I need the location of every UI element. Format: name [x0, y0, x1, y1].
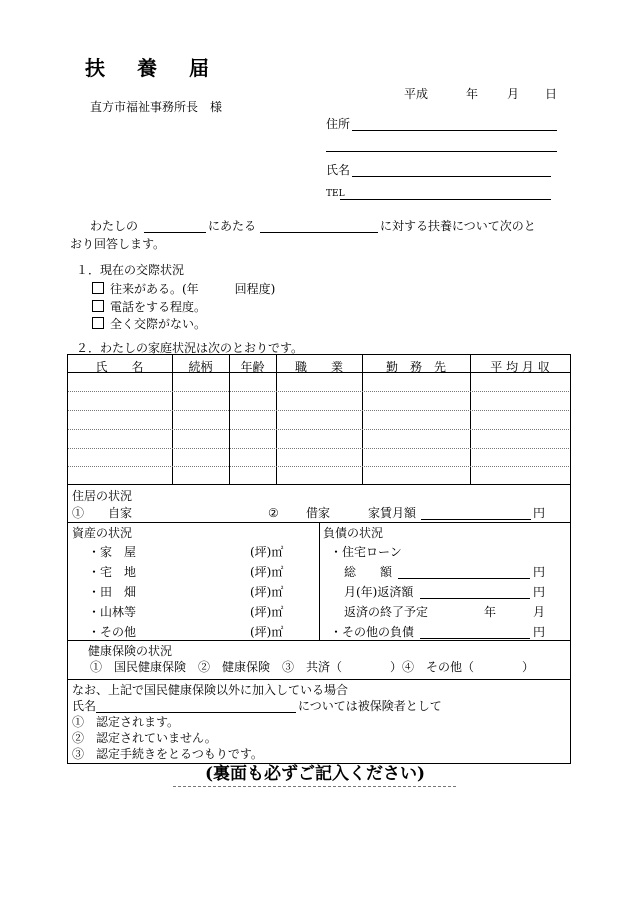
debt-other-label: ・その他の負債: [330, 625, 415, 639]
asset-land: ・宅 地: [88, 565, 137, 579]
rent-yen: 円: [533, 506, 546, 520]
housing-rent-number[interactable]: ②: [268, 506, 279, 520]
insured-name-suffix: については被保険者として: [298, 699, 442, 713]
table-row[interactable]: [68, 391, 569, 392]
section1-heading: １．現在の交際状況: [76, 263, 185, 277]
unit-other: (坪)㎡: [250, 625, 284, 639]
debt-other-yen: 円: [533, 625, 546, 639]
tel-label: TEL: [326, 189, 345, 199]
insurance-note: なお、上記で国民健康保険以外に加入している場合: [72, 683, 349, 697]
option-none[interactable]: 全く交際がない。: [92, 317, 206, 330]
date-day: 日: [545, 87, 558, 101]
unit-land: (坪)㎡: [250, 565, 284, 579]
col-name: 氏 名: [95, 360, 144, 374]
intro-text-1: わたしの: [90, 219, 139, 233]
result-approved[interactable]: ① 認定されます。: [72, 715, 180, 729]
debt-end-label: 返済の終了予定: [344, 605, 429, 619]
debt-repay-yen: 円: [533, 585, 546, 599]
checkbox-none[interactable]: [92, 317, 104, 329]
form-title: 扶 養 届: [85, 56, 215, 80]
debt-repay-field[interactable]: [420, 598, 530, 599]
date-era: 平成: [404, 87, 429, 101]
relation-field[interactable]: [144, 232, 206, 233]
intro-text-4: おり回答します。: [70, 237, 166, 251]
debt-loan: ・住宅ローン: [330, 545, 402, 559]
address-field[interactable]: [352, 130, 557, 131]
col-income: 平 均 月 収: [490, 360, 550, 374]
addressee: 直方市福祉事務所長 様: [90, 100, 223, 114]
address-field-line2[interactable]: [326, 151, 557, 152]
footer-note: (裏面も必ずご記入ください): [204, 764, 426, 784]
table-row[interactable]: [68, 410, 569, 411]
unit-field: (坪)㎡: [250, 585, 284, 599]
asset-house: ・家 屋: [88, 545, 137, 559]
name-field[interactable]: [352, 176, 551, 177]
insured-name-label: 氏名: [72, 699, 97, 713]
footer-underline: [173, 786, 456, 787]
housing-rent[interactable]: 借家: [306, 506, 331, 520]
insurance-options[interactable]: ① 国民健康保険 ② 健康保険 ③ 共済（ ）④ その他（ ）: [90, 660, 535, 674]
debt-repay-label: 月(年)返済額: [344, 585, 414, 599]
insurance-heading: 健康保険の状況: [88, 644, 173, 658]
option-visit[interactable]: 往来がある。(年 回程度): [92, 282, 275, 295]
target-person-field[interactable]: [260, 232, 378, 233]
housing-own[interactable]: ① 自家: [72, 506, 133, 520]
insured-name-field[interactable]: [96, 712, 296, 713]
table-row[interactable]: [68, 429, 569, 430]
debt-total-label: 総 額: [344, 565, 393, 579]
col-workplace: 勤 務 先: [385, 360, 446, 374]
result-planned[interactable]: ③ 認定手続きをとるつもりです。: [72, 747, 263, 761]
tel-field[interactable]: [340, 199, 551, 200]
debt-end-month: 月: [533, 605, 546, 619]
table-row[interactable]: [68, 466, 569, 467]
intro-text-2: にあたる: [208, 219, 257, 233]
option-phone[interactable]: 電話をする程度。: [92, 300, 206, 313]
rent-amount-label: 家賃月額: [368, 506, 417, 520]
debt-end-year: 年: [484, 605, 497, 619]
asset-field: ・田 畑: [88, 585, 137, 599]
debts-heading: 負債の状況: [323, 526, 384, 540]
unit-forest: (坪)㎡: [250, 605, 284, 619]
debt-total-field[interactable]: [398, 578, 530, 579]
unit-house: (坪)㎡: [250, 545, 284, 559]
date-year: 年: [466, 87, 479, 101]
rent-amount-field[interactable]: [421, 519, 531, 520]
result-not-approved[interactable]: ② 認定されていません。: [72, 731, 217, 745]
housing-heading: 住居の状況: [72, 489, 133, 503]
checkbox-phone[interactable]: [92, 300, 104, 312]
section2-heading: ２．わたしの家庭状況は次のとおりです。: [76, 341, 304, 355]
name-label: 氏名: [326, 163, 351, 177]
col-relation: 続柄: [188, 360, 213, 374]
asset-other: ・その他: [88, 625, 137, 639]
debt-other-field[interactable]: [420, 638, 530, 639]
date-month: 月: [507, 87, 520, 101]
assets-heading: 資産の状況: [72, 526, 133, 540]
asset-forest: ・山林等: [88, 605, 137, 619]
intro-text-3: に対する扶養について次のと: [380, 219, 536, 233]
debt-total-yen: 円: [533, 565, 546, 579]
checkbox-visit[interactable]: [92, 282, 104, 294]
address-label: 住所: [326, 117, 351, 131]
col-occupation: 職 業: [294, 360, 343, 374]
col-age: 年齢: [240, 360, 265, 374]
table-row[interactable]: [68, 448, 569, 449]
